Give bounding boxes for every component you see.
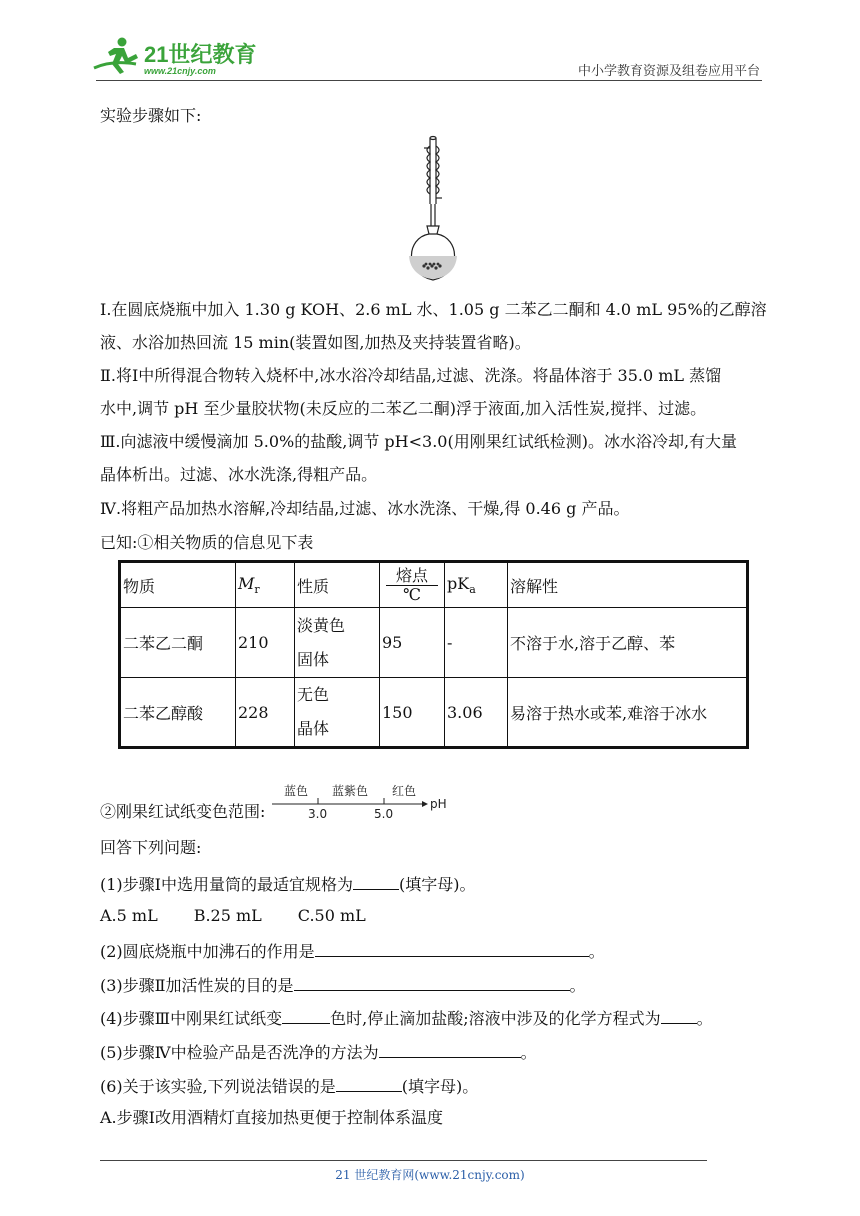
runner-icon	[94, 38, 138, 75]
footer-divider	[100, 1160, 707, 1161]
answer-blank[interactable]	[661, 1007, 697, 1024]
question-6: (6)关于该实验,下列说法错误的是 (填字母)。	[100, 1077, 479, 1096]
step-line: 晶体析出。过滤、冰水洗涤,得粗产品。	[100, 465, 378, 484]
cell-melting-point: 150	[380, 678, 445, 748]
answer-blank[interactable]	[294, 974, 570, 991]
question-1-options	[100, 906, 402, 926]
cell-mr: 228	[236, 678, 295, 748]
cell-substance: 二苯乙醇酸	[120, 678, 236, 748]
option-a: A.5 mL	[100, 906, 158, 925]
step-line: 液、水浴加热回流 15 min(装置如图,加热及夹持装置省略)。	[100, 333, 531, 352]
svg-text:21世纪教育: 21世纪教育	[144, 42, 257, 67]
reflux-apparatus-figure	[400, 134, 466, 286]
table-row	[120, 678, 748, 748]
cell-property: 无色 晶体	[295, 678, 380, 748]
header-property: 性质	[295, 562, 380, 608]
table-header-row	[120, 562, 748, 608]
answer-intro: 回答下列问题:	[100, 838, 202, 857]
question-3: (3)步骤Ⅱ加活性炭的目的是 。	[100, 976, 586, 995]
tick-3: 3.0	[308, 807, 328, 821]
tick-5: 5.0	[374, 807, 394, 821]
cell-pka: -	[445, 608, 508, 678]
header-melting-point: $\frac{\text{熔点}}{℃}$	[380, 562, 445, 608]
cell-substance: 二苯乙二酮	[120, 608, 236, 678]
cell-property: 淡黄色 固体	[295, 608, 380, 678]
answer-blank[interactable]	[315, 940, 589, 957]
range-red: 红色	[392, 784, 417, 798]
platform-name: 中小学教育资源及组卷应用平台	[577, 64, 760, 79]
step-line: 水中,调节 pH 至少量胶状物(未反应的二苯乙二酮)浮于液面,加入活性炭,搅拌、过滤。	[100, 399, 707, 418]
cell-melting-point: 95	[380, 608, 445, 678]
step-line: Ⅲ.向滤液中缓慢滴加 5.0%的盐酸,调节 pH<3.0(用刚果红试纸检测)。冰水浴冷却,有大量	[100, 432, 738, 451]
question-2: (2)圆底烧瓶中加沸石的作用是 。	[100, 942, 605, 961]
header-mr: $M_r$	[236, 562, 295, 608]
step-line: Ⅰ.在圆底烧瓶中加入 1.30 g KOH、2.6 mL 水、1.05 g 二苯乙二酮和 4.0 mL 95%的乙醇溶	[100, 300, 767, 319]
range-blue-purple: 蓝紫色	[332, 784, 369, 798]
arrow-right-icon	[422, 801, 428, 807]
option-c: C.50 mL	[297, 906, 366, 925]
range-blue: 蓝色	[284, 784, 309, 798]
cell-solubility: 易溶于热水或苯,难溶于冰水	[508, 678, 748, 748]
cell-pka: 3.06	[445, 678, 508, 748]
question-6-option-a: A.步骤Ⅰ改用酒精灯直接加热更便于控制体系温度	[100, 1108, 443, 1127]
question-5: (5)步骤Ⅳ中检验产品是否洗净的方法为 。	[100, 1043, 537, 1062]
properties-table	[118, 560, 749, 749]
header-pka: $pK_a$	[445, 562, 508, 608]
answer-blank[interactable]	[379, 1041, 521, 1058]
site-logo	[92, 34, 262, 78]
axis-ph: pH	[430, 797, 447, 811]
step-line: Ⅱ.将Ⅰ中所得混合物转入烧杯中,冰水浴冷却结晶,过滤、洗涤。将晶体溶于 35.0 mL 蒸馏	[100, 366, 722, 385]
step-line: Ⅳ.将粗产品加热水溶解,冷却结晶,过滤、冰水洗涤、干燥,得 0.46 g 产品。	[100, 499, 630, 518]
answer-blank[interactable]	[282, 1007, 330, 1024]
answer-blank[interactable]	[353, 873, 399, 890]
svg-text:www.21cnjy.com: www.21cnjy.com	[144, 66, 216, 76]
header-solubility: 溶解性	[508, 562, 748, 608]
table-row	[120, 608, 748, 678]
known-intro: 已知:①相关物质的信息见下表	[100, 533, 314, 552]
intro-text: 实验步骤如下:	[100, 106, 202, 125]
header-divider	[96, 80, 762, 81]
congo-red-range-diagram	[268, 782, 454, 822]
cell-solubility: 不溶于水,溶于乙醇、苯	[508, 608, 748, 678]
question-1: (1)步骤Ⅰ中选用量筒的最适宜规格为 (填字母)。	[100, 875, 476, 894]
question-4: (4)步骤Ⅲ中刚果红试纸变 色时,停止滴加盐酸;溶液中涉及的化学方程式为 。	[100, 1009, 713, 1028]
header-substance: 物质	[120, 562, 236, 608]
footer-link[interactable]: 21 世纪教育网(www.21cnjy.com)	[335, 1168, 525, 1182]
option-b: B.25 mL	[193, 906, 262, 925]
cell-mr: 210	[236, 608, 295, 678]
congo-red-label: ②刚果红试纸变色范围:	[100, 802, 266, 821]
answer-blank[interactable]	[336, 1075, 402, 1092]
